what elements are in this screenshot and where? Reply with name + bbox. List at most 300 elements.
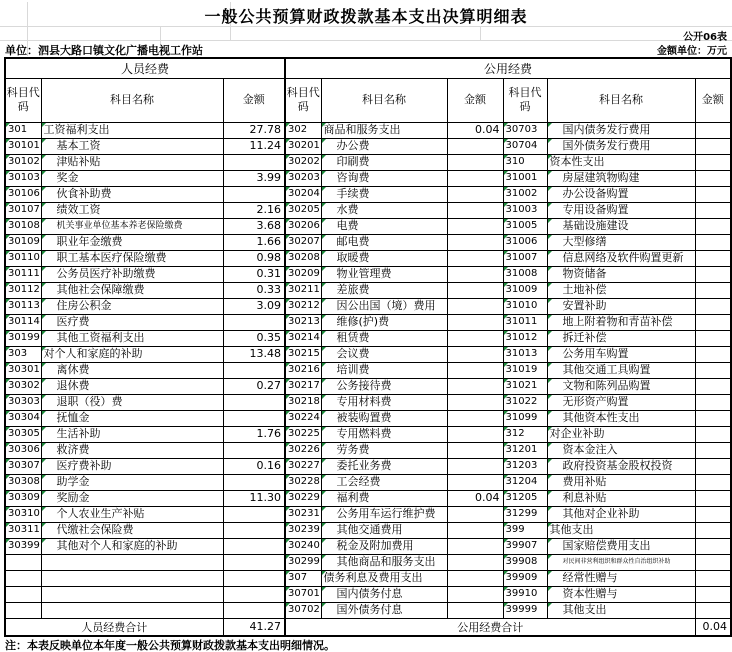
subject-name-cell: 差旅费 xyxy=(321,282,447,298)
empty-cell xyxy=(695,138,731,154)
subject-name-cell: 其他支出 xyxy=(547,522,695,538)
subject-code-cell: 30108 xyxy=(5,218,41,234)
public-total-label: 公用经费合计 xyxy=(285,618,695,636)
subject-code-cell: 31001 xyxy=(503,170,547,186)
subject-name-cell: 税金及附加费用 xyxy=(321,538,447,554)
empty-cell xyxy=(695,250,731,266)
subject-code-cell: 31021 xyxy=(503,378,547,394)
subject-code-cell: 30199 xyxy=(5,330,41,346)
subject-name-cell: 维修(护)费 xyxy=(321,314,447,330)
empty-cell xyxy=(41,602,223,618)
subject-code-cell: 39910 xyxy=(503,586,547,602)
subject-name-cell: 安置补助 xyxy=(547,298,695,314)
subject-name-cell: 其他交通费用 xyxy=(321,522,447,538)
empty-cell xyxy=(447,330,503,346)
table-row xyxy=(5,474,731,490)
empty-cell xyxy=(41,554,223,570)
subject-code-cell: 31003 xyxy=(503,202,547,218)
empty-cell xyxy=(695,154,731,170)
subject-name-cell: 会议费 xyxy=(321,346,447,362)
subject-code-cell: 30217 xyxy=(285,378,321,394)
empty-cell xyxy=(447,202,503,218)
subject-name-cell: 物资储备 xyxy=(547,266,695,282)
amount-cell: 0.04 xyxy=(447,122,503,138)
subject-code-cell: 31205 xyxy=(503,490,547,506)
subject-code-cell: 31008 xyxy=(503,266,547,282)
table-row xyxy=(5,410,731,426)
empty-cell xyxy=(695,282,731,298)
subject-name-cell: 对民间非营利组织和群众性自治组织补助 xyxy=(547,554,695,570)
subject-name-cell: 电费 xyxy=(321,218,447,234)
empty-cell xyxy=(695,314,731,330)
subject-name-cell: 土地补偿 xyxy=(547,282,695,298)
empty-cell xyxy=(447,522,503,538)
table-row xyxy=(5,298,731,314)
subject-code-cell: 30303 xyxy=(5,394,41,410)
subject-name-cell: 公务用车运行维护费 xyxy=(321,506,447,522)
subject-name-cell: 公务用车购置 xyxy=(547,346,695,362)
table-row xyxy=(5,154,731,170)
subject-name-cell: 房屋建筑物购建 xyxy=(547,170,695,186)
subject-name-cell: 国家赔偿费用支出 xyxy=(547,538,695,554)
subject-code-cell: 31013 xyxy=(503,346,547,362)
subject-code-cell: 31006 xyxy=(503,234,547,250)
personnel-total-label: 人员经费合计 xyxy=(5,618,223,636)
empty-cell xyxy=(695,234,731,250)
table-row xyxy=(5,538,731,554)
subject-code-cell: 30201 xyxy=(285,138,321,154)
subject-name-cell: 国内债务付息 xyxy=(321,586,447,602)
subject-name-cell: 退职（役）费 xyxy=(41,394,223,410)
empty-cell xyxy=(695,346,731,362)
amount-cell: 27.78 xyxy=(223,122,285,138)
empty-cell xyxy=(695,378,731,394)
subject-name-cell: 水费 xyxy=(321,202,447,218)
subject-name-cell: 住房公积金 xyxy=(41,298,223,314)
subject-name-cell: 医疗费 xyxy=(41,314,223,330)
subject-name-cell: 政府投资基金股权投资 xyxy=(547,458,695,474)
table-row xyxy=(5,314,731,330)
subject-name-cell: 印刷费 xyxy=(321,154,447,170)
subject-code-cell: 31201 xyxy=(503,442,547,458)
subject-code-cell: 30213 xyxy=(285,314,321,330)
meta-row xyxy=(5,42,727,58)
subject-code-cell: 31203 xyxy=(503,458,547,474)
col-header-name: 科目名称 xyxy=(547,78,695,122)
subject-name-cell: 其他社会保障缴费 xyxy=(41,282,223,298)
table-row xyxy=(5,490,731,506)
empty-cell xyxy=(695,522,731,538)
subject-name-cell: 机关事业单位基本养老保险缴费 xyxy=(41,218,223,234)
subject-code-cell: 30308 xyxy=(5,474,41,490)
subject-name-cell: 办公费 xyxy=(321,138,447,154)
subject-code-cell: 31009 xyxy=(503,282,547,298)
empty-cell xyxy=(41,586,223,602)
empty-cell xyxy=(695,362,731,378)
empty-cell xyxy=(695,202,731,218)
subject-code-cell: 30305 xyxy=(5,426,41,442)
empty-cell xyxy=(695,426,731,442)
subject-code-cell: 30301 xyxy=(5,362,41,378)
empty-cell xyxy=(223,362,285,378)
totals-row xyxy=(5,618,731,636)
subject-name-cell: 国外债务发行费用 xyxy=(547,138,695,154)
subject-name-cell: 其他对企业补助 xyxy=(547,506,695,522)
subject-code-cell: 31002 xyxy=(503,186,547,202)
empty-cell xyxy=(223,154,285,170)
empty-cell xyxy=(695,122,731,138)
empty-cell xyxy=(223,442,285,458)
subject-code-cell: 30310 xyxy=(5,506,41,522)
subject-name-cell: 资本性赠与 xyxy=(547,586,695,602)
amount-cell: 0.98 xyxy=(223,250,285,266)
empty-cell xyxy=(695,506,731,522)
subject-name-cell: 邮电费 xyxy=(321,234,447,250)
table-row xyxy=(5,266,731,282)
section-header-public: 公用经费 xyxy=(285,58,731,78)
empty-cell xyxy=(5,570,41,586)
amount-cell: 3.99 xyxy=(223,170,285,186)
org-unit-label: 单位：泗县大路口镇文化广播电视工作站 xyxy=(5,44,203,57)
subject-code-cell: 30112 xyxy=(5,282,41,298)
subject-name-cell: 取暖费 xyxy=(321,250,447,266)
subject-code-cell: 30302 xyxy=(5,378,41,394)
subject-name-cell: 其他资本性支出 xyxy=(547,410,695,426)
empty-cell xyxy=(5,602,41,618)
subject-code-cell: 30703 xyxy=(503,122,547,138)
subject-code-cell: 31005 xyxy=(503,218,547,234)
subject-name-cell: 国内债务发行费用 xyxy=(547,122,695,138)
subject-code-cell: 30304 xyxy=(5,410,41,426)
subject-code-cell: 39908 xyxy=(503,554,547,570)
subject-code-cell: 30399 xyxy=(5,538,41,554)
col-header-name: 科目名称 xyxy=(41,78,223,122)
subject-code-cell: 310 xyxy=(503,154,547,170)
subject-name-cell: 其他工资福利支出 xyxy=(41,330,223,346)
table-row xyxy=(5,394,731,410)
subject-name-cell: 拆迁补偿 xyxy=(547,330,695,346)
subject-code-cell: 30102 xyxy=(5,154,41,170)
subject-code-cell: 30207 xyxy=(285,234,321,250)
subject-name-cell: 绩效工资 xyxy=(41,202,223,218)
empty-cell xyxy=(223,522,285,538)
subject-code-cell: 30239 xyxy=(285,522,321,538)
subject-code-cell: 30209 xyxy=(285,266,321,282)
empty-cell xyxy=(695,538,731,554)
empty-cell xyxy=(695,394,731,410)
empty-cell xyxy=(447,234,503,250)
empty-cell xyxy=(447,538,503,554)
subject-code-cell: 31299 xyxy=(503,506,547,522)
subject-code-cell: 30218 xyxy=(285,394,321,410)
subject-name-cell: 基本工资 xyxy=(41,138,223,154)
amount-cell: 0.04 xyxy=(447,490,503,506)
empty-cell xyxy=(447,474,503,490)
amount-cell: 0.31 xyxy=(223,266,285,282)
subject-code-cell: 30208 xyxy=(285,250,321,266)
subject-name-cell: 手续费 xyxy=(321,186,447,202)
col-header-amount: 金额 xyxy=(695,78,731,122)
subject-code-cell: 30216 xyxy=(285,362,321,378)
amount-cell: 0.27 xyxy=(223,378,285,394)
subject-name-cell: 代缴社会保险费 xyxy=(41,522,223,538)
subject-code-cell: 31012 xyxy=(503,330,547,346)
subject-name-cell: 奖金 xyxy=(41,170,223,186)
empty-cell xyxy=(447,570,503,586)
subject-code-cell: 39999 xyxy=(503,602,547,618)
empty-cell xyxy=(695,602,731,618)
empty-cell xyxy=(695,586,731,602)
empty-cell xyxy=(447,362,503,378)
subject-name-cell: 费用补贴 xyxy=(547,474,695,490)
subject-code-cell: 307 xyxy=(285,570,321,586)
empty-cell xyxy=(695,298,731,314)
subject-code-cell: 30307 xyxy=(5,458,41,474)
table-row xyxy=(5,602,731,618)
table-row xyxy=(5,522,731,538)
empty-cell xyxy=(447,298,503,314)
table-number: 公开06表 xyxy=(683,32,727,43)
subject-code-cell: 30226 xyxy=(285,442,321,458)
subject-name-cell: 助学金 xyxy=(41,474,223,490)
empty-cell xyxy=(5,554,41,570)
amount-cell: 11.24 xyxy=(223,138,285,154)
empty-cell xyxy=(447,138,503,154)
subject-code-cell: 30704 xyxy=(503,138,547,154)
table-row xyxy=(5,250,731,266)
empty-cell xyxy=(447,170,503,186)
amount-cell: 2.16 xyxy=(223,202,285,218)
subject-code-cell: 30309 xyxy=(5,490,41,506)
subject-code-cell: 30228 xyxy=(285,474,321,490)
subject-name-cell: 公务接待费 xyxy=(321,378,447,394)
subject-name-cell: 因公出国（境）费用 xyxy=(321,298,447,314)
footnote: 注：本表反映单位本年度一般公共预算财政拨款基本支出明细情况。 xyxy=(5,639,335,652)
subject-code-cell: 30311 xyxy=(5,522,41,538)
table-row xyxy=(5,330,731,346)
subject-name-cell: 个人农业生产补贴 xyxy=(41,506,223,522)
amount-cell: 0.16 xyxy=(223,458,285,474)
subject-code-cell: 31019 xyxy=(503,362,547,378)
subject-code-cell: 30702 xyxy=(285,602,321,618)
empty-cell xyxy=(447,410,503,426)
subject-name-cell: 国外债务付息 xyxy=(321,602,447,618)
empty-cell xyxy=(447,602,503,618)
amount-cell: 0.33 xyxy=(223,282,285,298)
subject-name-cell: 救济费 xyxy=(41,442,223,458)
empty-cell xyxy=(223,554,285,570)
table-body xyxy=(5,122,731,618)
subject-code-cell: 30211 xyxy=(285,282,321,298)
subject-code-cell: 30701 xyxy=(285,586,321,602)
col-header-name: 科目名称 xyxy=(321,78,447,122)
budget-table xyxy=(4,57,732,637)
empty-cell xyxy=(447,266,503,282)
subject-name-cell: 利息补贴 xyxy=(547,490,695,506)
empty-cell xyxy=(447,442,503,458)
empty-cell xyxy=(5,586,41,602)
subject-code-cell: 31010 xyxy=(503,298,547,314)
empty-cell xyxy=(447,154,503,170)
empty-cell xyxy=(695,490,731,506)
empty-cell xyxy=(223,186,285,202)
table-row xyxy=(5,426,731,442)
subject-code-cell: 30215 xyxy=(285,346,321,362)
amount-cell: 11.30 xyxy=(223,490,285,506)
subject-code-cell: 30306 xyxy=(5,442,41,458)
personnel-total-amount: 41.27 xyxy=(223,618,285,636)
subject-name-cell: 资本金注入 xyxy=(547,442,695,458)
empty-cell xyxy=(223,506,285,522)
table-row xyxy=(5,506,731,522)
empty-cell xyxy=(447,394,503,410)
subject-name-cell: 专用材料费 xyxy=(321,394,447,410)
subject-name-cell: 对企业补助 xyxy=(547,426,695,442)
subject-code-cell: 30214 xyxy=(285,330,321,346)
subject-code-cell: 30299 xyxy=(285,554,321,570)
subject-code-cell: 30231 xyxy=(285,506,321,522)
subject-code-cell: 30229 xyxy=(285,490,321,506)
subject-name-cell: 专用燃料费 xyxy=(321,426,447,442)
subject-code-cell: 30103 xyxy=(5,170,41,186)
subject-name-cell: 被装购置费 xyxy=(321,410,447,426)
subject-name-cell: 生活补助 xyxy=(41,426,223,442)
amount-unit-label: 金额单位：万元 xyxy=(657,46,727,57)
subject-name-cell: 办公设备购置 xyxy=(547,186,695,202)
subject-code-cell: 39907 xyxy=(503,538,547,554)
subject-code-cell: 30227 xyxy=(285,458,321,474)
empty-cell xyxy=(695,218,731,234)
subject-name-cell: 奖励金 xyxy=(41,490,223,506)
empty-cell xyxy=(223,314,285,330)
subject-name-cell: 信息网络及软件购置更新 xyxy=(547,250,695,266)
empty-cell xyxy=(447,378,503,394)
col-header-amount: 金额 xyxy=(223,78,285,122)
subject-name-cell: 物业管理费 xyxy=(321,266,447,282)
empty-cell xyxy=(447,586,503,602)
subject-name-cell: 医疗费补助 xyxy=(41,458,223,474)
empty-cell xyxy=(223,474,285,490)
empty-cell xyxy=(695,554,731,570)
table-row xyxy=(5,442,731,458)
subject-code-cell: 301 xyxy=(5,122,41,138)
empty-cell xyxy=(695,186,731,202)
amount-cell: 1.76 xyxy=(223,426,285,442)
table-row xyxy=(5,234,731,250)
table-row xyxy=(5,186,731,202)
subject-name-cell: 基础设施建设 xyxy=(547,218,695,234)
subject-name-cell: 培训费 xyxy=(321,362,447,378)
subject-name-cell: 大型修缮 xyxy=(547,234,695,250)
subject-name-cell: 其他支出 xyxy=(547,602,695,618)
subject-code-cell: 303 xyxy=(5,346,41,362)
subject-name-cell: 债务利息及费用支出 xyxy=(321,570,447,586)
col-header-code: 科目代码 xyxy=(5,78,41,122)
empty-cell xyxy=(223,538,285,554)
subject-name-cell: 职业年金缴费 xyxy=(41,234,223,250)
table-row xyxy=(5,570,731,586)
subject-name-cell: 咨询费 xyxy=(321,170,447,186)
public-total-amount: 0.04 xyxy=(695,618,731,636)
col-header-code: 科目代码 xyxy=(285,78,321,122)
empty-cell xyxy=(447,346,503,362)
amount-cell: 0.35 xyxy=(223,330,285,346)
subject-name-cell: 福利费 xyxy=(321,490,447,506)
subject-code-cell: 30204 xyxy=(285,186,321,202)
empty-cell xyxy=(695,474,731,490)
subject-name-cell: 无形资产购置 xyxy=(547,394,695,410)
subject-code-cell: 30206 xyxy=(285,218,321,234)
subject-name-cell: 委托业务费 xyxy=(321,458,447,474)
table-row xyxy=(5,218,731,234)
table-row xyxy=(5,458,731,474)
subject-name-cell: 抚恤金 xyxy=(41,410,223,426)
subject-name-cell: 其他对个人和家庭的补助 xyxy=(41,538,223,554)
empty-cell xyxy=(695,170,731,186)
subject-code-cell: 39909 xyxy=(503,570,547,586)
table-row xyxy=(5,362,731,378)
col-header-amount: 金额 xyxy=(447,78,503,122)
subject-name-cell: 公务员医疗补助缴费 xyxy=(41,266,223,282)
empty-cell xyxy=(447,554,503,570)
table-row xyxy=(5,138,731,154)
subject-name-cell: 对个人和家庭的补助 xyxy=(41,346,223,362)
subject-code-cell: 399 xyxy=(503,522,547,538)
subject-code-cell: 30202 xyxy=(285,154,321,170)
table-row xyxy=(5,122,731,138)
subject-name-cell: 其他交通工具购置 xyxy=(547,362,695,378)
subject-code-cell: 31204 xyxy=(503,474,547,490)
subject-name-cell: 职工基本医疗保险缴费 xyxy=(41,250,223,266)
subject-name-cell: 伙食补助费 xyxy=(41,186,223,202)
subject-code-cell: 30101 xyxy=(5,138,41,154)
amount-cell: 3.09 xyxy=(223,298,285,314)
empty-cell xyxy=(695,266,731,282)
subject-name-cell: 津贴补贴 xyxy=(41,154,223,170)
empty-cell xyxy=(447,426,503,442)
table-row xyxy=(5,554,731,570)
subject-name-cell: 其他商品和服务支出 xyxy=(321,554,447,570)
empty-cell xyxy=(695,330,731,346)
subject-name-cell: 商品和服务支出 xyxy=(321,122,447,138)
subject-name-cell: 退休费 xyxy=(41,378,223,394)
empty-cell xyxy=(223,602,285,618)
empty-cell xyxy=(447,218,503,234)
subject-code-cell: 30109 xyxy=(5,234,41,250)
subject-code-cell: 31099 xyxy=(503,410,547,426)
table-row xyxy=(5,202,731,218)
subject-name-cell: 地上附着物和青苗补偿 xyxy=(547,314,695,330)
subject-code-cell: 312 xyxy=(503,426,547,442)
subject-name-cell: 文物和陈列品购置 xyxy=(547,378,695,394)
subject-code-cell: 30224 xyxy=(285,410,321,426)
table-row xyxy=(5,378,731,394)
amount-cell: 3.68 xyxy=(223,218,285,234)
subject-code-cell: 30111 xyxy=(5,266,41,282)
page-title: 一般公共预算财政拨款基本支出决算明细表 xyxy=(204,7,528,26)
subject-name-cell: 经常性赠与 xyxy=(547,570,695,586)
subject-code-cell: 30106 xyxy=(5,186,41,202)
subject-code-cell: 30113 xyxy=(5,298,41,314)
empty-cell xyxy=(41,570,223,586)
table-row xyxy=(5,170,731,186)
subject-code-cell: 30240 xyxy=(285,538,321,554)
subject-code-cell: 30212 xyxy=(285,298,321,314)
subject-name-cell: 工会经费 xyxy=(321,474,447,490)
empty-cell xyxy=(695,458,731,474)
empty-cell xyxy=(695,570,731,586)
empty-cell xyxy=(223,394,285,410)
